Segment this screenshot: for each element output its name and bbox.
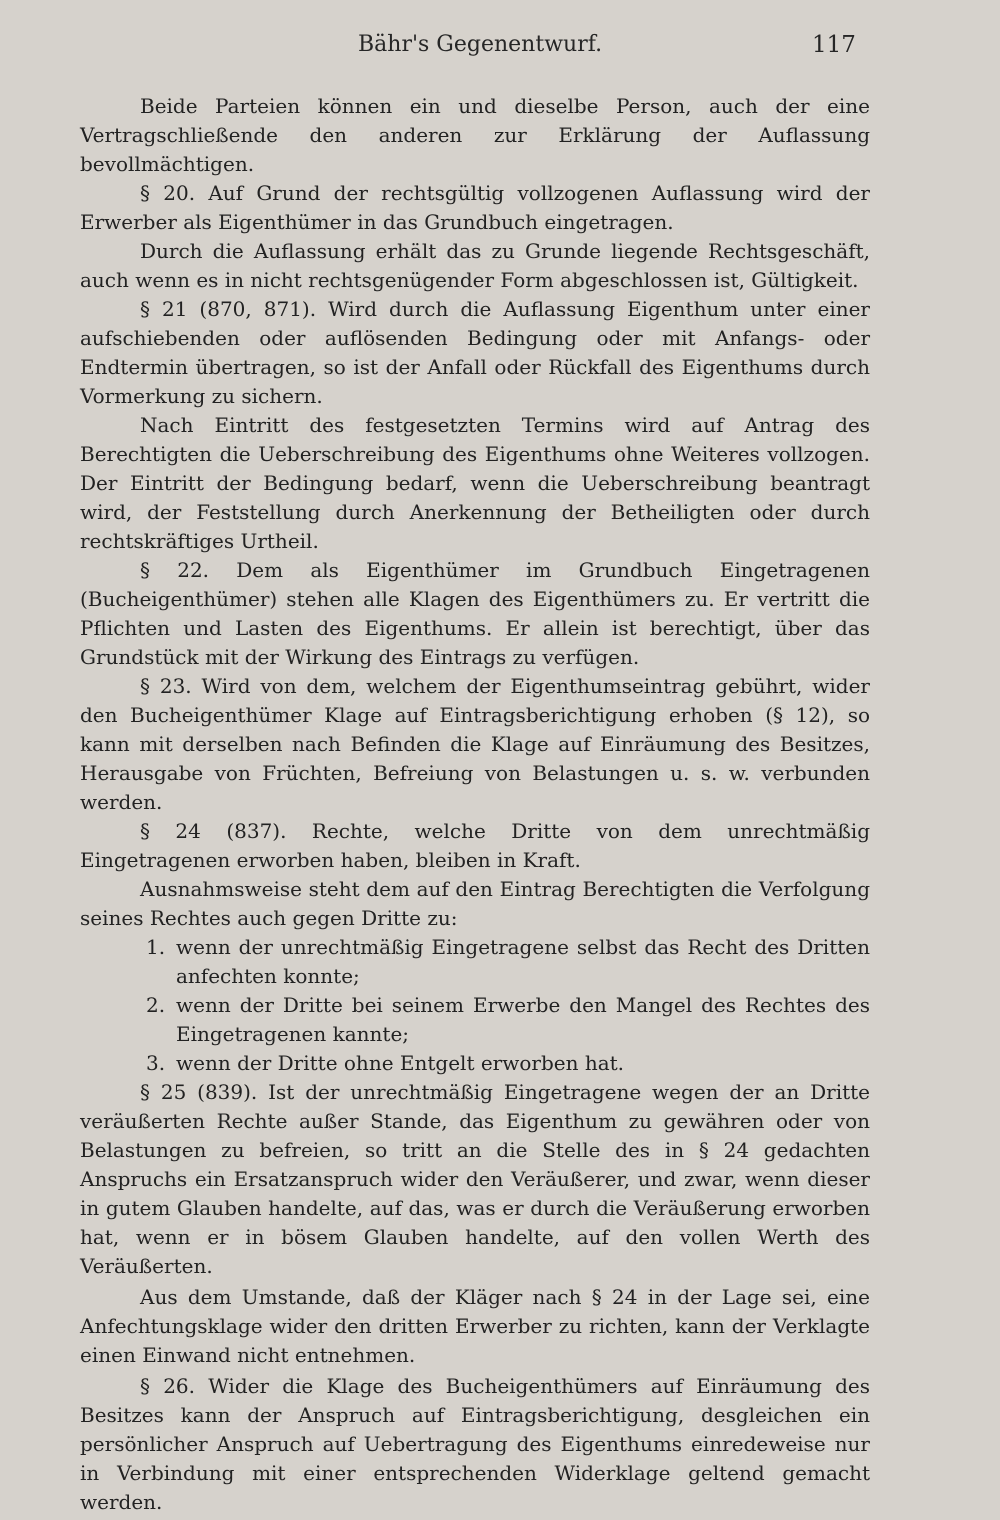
paragraph: § 22. Dem als Eigenthümer im Grundbuch Eingetragenen (Bucheigenthümer) stehen alle Klagen des Eigenthümers zu. Er vertritt die Pflichten und Lasten des Eigenthums. Er allein ist berechtigt, über das Grundstück mit der Wirkung des Eintrags zu verfügen. <box>80 558 870 669</box>
running-title: Bähr's Gegenentwurf. <box>358 32 603 57</box>
list-item-text: wenn der unrechtmäßig Eingetragene selbst das Recht des Dritten anfechten konnte; <box>176 935 870 988</box>
list-item-text: wenn der Dritte ohne Entgelt erworben hat. <box>176 1051 625 1075</box>
paragraph: § 24 (837). Rechte, welche Dritte von dem unrechtmäßig Eingetragenen erworben haben, bleiben in Kraft. <box>80 819 870 872</box>
paragraph: Nach Eintritt des festgesetzten Termins wird auf Antrag des Berechtigten die Ueberschreibung des Eigenthums ohne Weiteres vollzogen. Der Eintritt der Bedingung bedarf, wenn die Ueberschreibung beantragt wird, der Feststellung durch Anerkennung der Betheiligten oder durch rechtskräftiges Urtheil. <box>80 413 870 553</box>
paragraph: § 26. Wider die Klage des Bucheigenthümers auf Einräumung des Besitzes kann der Anspruch auf Eintragsberichtigung, desgleichen ein persönlicher Anspruch auf Uebertragung des Eigenthums einredeweise nur in Verbindung mit einer entsprechenden Widerklage geltend gemacht werden. <box>80 1374 870 1514</box>
list-item <box>80 991 870 1049</box>
list-item <box>80 1049 870 1078</box>
paragraph: Ausnahmsweise steht dem auf den Eintrag Berechtigten die Verfolgung seines Rechtes auch gegen Dritte zu: <box>80 877 870 930</box>
paragraph: § 23. Wird von dem, welchem der Eigenthumseintrag gebührt, wider den Bucheigenthümer Klage auf Eintragsberichtigung erhoben (§ 12), so kann mit derselben nach Befinden die Klage auf Einräumung des Besitzes, Herausgabe von Früchten, Befreiung von Belastungen u. s. w. verbunden werden. <box>80 674 870 814</box>
list-item-number: 3. <box>146 1051 166 1075</box>
list-item-text: wenn der Dritte bei seinem Erwerbe den Mangel des Rechtes des Eingetragenen kannte; <box>176 993 870 1046</box>
paragraph: Durch die Auflassung erhält das zu Grunde liegende Rechtsgeschäft, auch wenn es in nicht rechtsgenügender Form abgeschlossen ist, Gültigkeit. <box>80 239 870 292</box>
list-item-number: 2. <box>146 993 166 1017</box>
body-text <box>80 92 870 1517</box>
paragraph: § 25 (839). Ist der unrechtmäßig Eingetragene wegen der an Dritte veräußerten Rechte außer Stande, das Eigenthum zu gewähren oder von Belastungen zu befreien, so tritt an die Stelle des in § 24 gedachten Anspruchs ein Ersatzanspruch wider den Veräußerer, und zwar, wenn dieser in gutem Glauben handelte, auf das, was er durch die Veräußerung erworben hat, wenn er in bösem Glauben handelte, auf den vollen Werth des Veräußerten. <box>80 1080 870 1278</box>
paragraph: § 21 (870, 871). Wird durch die Auflassung Eigenthum unter einer aufschiebenden oder auflösenden Bedingung oder mit Anfangs- oder Endtermin übertragen, so ist der Anfall oder Rückfall des Eigenthums durch Vormerkung zu sichern. <box>80 297 870 408</box>
list-item <box>80 933 870 991</box>
paragraph: § 20. Auf Grund der rechtsgültig vollzogenen Auflassung wird der Erwerber als Eigenthümer in das Grundbuch eingetragen. <box>80 181 870 234</box>
paragraph: Beide Parteien können ein und dieselbe Person, auch der eine Vertragschließende den anderen zur Erklärung der Auflassung bevollmächtigen. <box>80 94 870 176</box>
page-number: 117 <box>812 32 856 58</box>
page-header <box>0 32 1000 62</box>
list-item-number: 1. <box>146 935 166 959</box>
paragraph: Aus dem Umstande, daß der Kläger nach § 24 in der Lage sei, eine Anfechtungsklage wider den dritten Erwerber zu richten, kann der Verklagte einen Einwand nicht entnehmen. <box>80 1285 870 1367</box>
